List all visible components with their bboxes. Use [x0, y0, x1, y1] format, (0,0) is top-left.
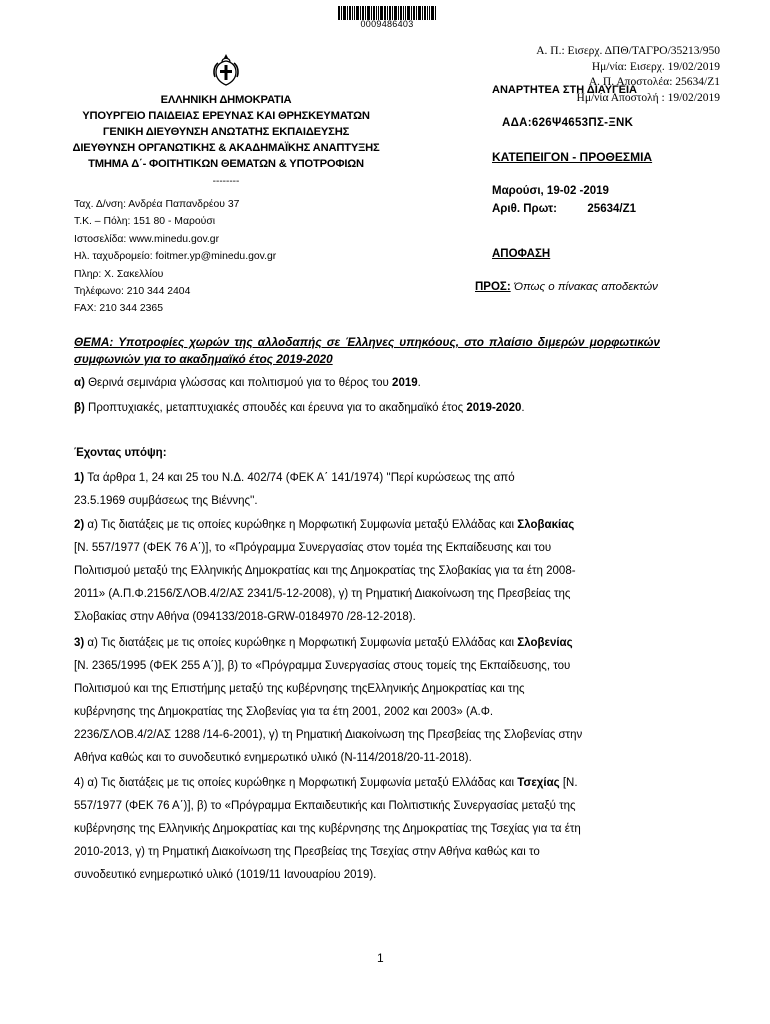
stamp-line: Α. Π.: Εισερχ. ΔΠΘ/ΤΑΓΡΟ/35213/950	[536, 45, 720, 57]
p4-text: 4) α) Τις διατάξεις με τις οποίες κυρώθηκε η Μορφωτική Συμφωνία μεταξύ Ελλάδας και	[74, 777, 518, 789]
item-b-year: 2019-2020	[466, 402, 522, 414]
p1-num: 1)	[74, 472, 85, 484]
p4-line: 557/1977 (ΦΕΚ 76 Α΄)], β) το «Πρόγραμμα Εκπαιδευτικής και Πολιτιστικής Συνεργασίας μεταξύ της	[74, 800, 576, 812]
item-a-year: 2019	[392, 377, 418, 389]
header-line: ΓΕΝΙΚΗ ΔΙΕΥΘΥΝΣΗ ΑΝΩΤΑΤΗΣ ΕΚΠΑΙΔΕΥΣΗΣ	[102, 126, 350, 138]
contact-address: Ταχ. Δ/νση: Ανδρέα Παπανδρέου 37	[74, 199, 240, 210]
contact-info-person: Πληρ: Χ. Σακελλίου	[74, 268, 164, 280]
p2-line: Πολιτισμού μεταξύ της Ελληνικής Δημοκρατίας και της Δημοκρατίας της Σλοβακίας για τα έτη 2008-	[74, 565, 576, 577]
p4-country: Τσεχίας	[517, 777, 560, 789]
publish-notice: ΑΝΑΡΤΗΤΕΑ ΣΤΗ ΔΙΑΥΓΕΙΑ	[492, 84, 637, 96]
item-a-text: Θερινά σεμινάρια γλώσσας και πολιτισμού για το θέρος του	[84, 377, 393, 389]
p3-line: κυβέρνησης της Δημοκρατίας της Σλοβενίας για τα έτη 2001, 2002 και 2003» (Α.Φ.	[74, 706, 494, 718]
p4-line: 2010-2013, γ) τη Ρηματική Διακοίνωση της Πρεσβείας της Τσεχίας στην Αθήνα καθώς και το	[74, 846, 540, 858]
p3-line: Πολιτισμού και της Επιστήμης μεταξύ της κυβέρνησης τηςΕλληνικής Δημοκρατίας και της	[74, 683, 525, 695]
item-a-label: α)	[74, 377, 85, 389]
p3-country: Σλοβενίας	[517, 637, 573, 649]
header-line: ΥΠΟΥΡΓΕΙΟ ΠΑΙΔΕΙΑΣ ΕΡΕΥΝΑΣ ΚΑΙ ΘΡΗΣΚΕΥΜΑΤΩΝ	[82, 110, 370, 122]
barcode	[338, 6, 436, 20]
p1-line	[74, 467, 664, 490]
item-b-label: β)	[74, 402, 85, 414]
p2-line	[74, 514, 664, 537]
stamp-line: Ημ/νία Αποστολή : 19/02/2019	[576, 91, 720, 104]
document-date: Μαρούσι, 19-02 -2019	[492, 185, 609, 197]
contact-email: Ηλ. ταχυδρομείο: foitmer.yp@minedu.gov.gr	[74, 251, 277, 263]
p4-text-end: [Ν.	[559, 777, 578, 789]
stamp-line: Ημ/νία: Εισερχ. 19/02/2019	[591, 60, 720, 73]
paragraph-3	[74, 632, 664, 770]
p3-line: [Ν. 2365/1995 (ΦΕΚ 255 Α΄)], β) το «Πρόγραμμα Συνεργασίας στους τομείς της Εκπαίδευσης, του	[74, 660, 571, 672]
contact-details	[74, 196, 276, 318]
paragraph-1	[74, 467, 664, 513]
paragraph-4	[74, 772, 664, 887]
p2-line: 2011» (Α.Π.Φ.2156/ΣΛΟΒ.4/2/ΑΣ 2341/5-12-2008), γ) τη Ρηματική Διακοίνωση της Πρεσβείας της	[74, 588, 571, 600]
p2-num: 2)	[74, 519, 85, 531]
p1-line: 23.5.1969 συμβάσεως της Βιέννης''.	[74, 495, 258, 507]
p4-line: συνοδευτικό ενημερωτικό υλικό (1019/11 Ιανουαρίου 2019).	[74, 869, 377, 881]
p3-text: α) Τις διατάξεις με τις οποίες κυρώθηκε η Μορφωτική Συμφωνία μεταξύ Ελλάδας και	[84, 637, 518, 649]
subject: ΘΕΜΑ: Υποτροφίες χωρών της αλλοδαπής σε Έλληνες υπηκόους, στο πλαίσιο διμερών μορφωτικών συμφωνιών για το ακαδημαϊκό έτος 2019-2020	[74, 335, 660, 366]
p2-line: [Ν. 557/1977 (ΦΕΚ 76 Α΄)], το «Πρόγραμμα Συνεργασίας στον τομέα της Εκπαίδευσης και του	[74, 542, 552, 554]
item-b-end: .	[521, 402, 525, 414]
barcode-number: 0009486403	[360, 19, 414, 29]
p2-text: α) Τις διατάξεις με τις οποίες κυρώθηκε η Μορφωτική Συμφωνία μεταξύ Ελλάδας και	[84, 519, 518, 531]
coat-of-arms-icon	[210, 52, 242, 86]
recipients-label: ΠΡΟΣ:	[475, 281, 511, 293]
item-b	[74, 397, 664, 420]
page-number: 1	[377, 951, 384, 965]
p3-line	[74, 632, 664, 655]
contact-website: Ιστοσελίδα: www.minedu.gov.gr	[74, 233, 220, 245]
contact-fax: FAX: 210 344 2365	[74, 303, 163, 315]
p1-text: Τα άρθρα 1, 24 και 25 του Ν.Δ. 402/74 (ΦΕΚ Α΄ 141/1974) ''Περί κυρώσεως της από	[84, 472, 515, 484]
item-b-text: Προπτυχιακές, μεταπτυχιακές σπουδές και έρευνα για το ακαδημαϊκό έτος	[84, 402, 467, 414]
item-a	[74, 372, 664, 395]
decision-heading: ΑΠΟΦΑΣΗ	[492, 248, 551, 260]
contact-phone: Τηλέφωνο: 210 344 2404	[74, 286, 191, 298]
date-protocol	[492, 182, 636, 218]
paragraph-2	[74, 514, 664, 629]
protocol-stamp	[470, 44, 720, 106]
header-line: ΔΙΕΥΘΥΝΣΗ ΟΡΓΑΝΩΤΙΚΗΣ & ΑΚΑΔΗΜΑΪΚΗΣ ΑΝΑΠΤΥΞΗΣ	[72, 142, 380, 154]
protocol-number	[492, 200, 636, 218]
p3-line: 2236/ΣΛΟΒ.4/2/ΑΣ 1288 /14-6-2001), γ) τη Ρηματική Διακοίνωση της Πρεσβείας της Σλοβενίας στην	[74, 729, 583, 741]
item-a-end: .	[417, 377, 421, 389]
contact-postcode: Τ.Κ. – Πόλη: 151 80 - Μαρούσι	[74, 216, 216, 228]
stamp-line: Α. Π. Αποστολέα: 25634/Ζ1	[588, 76, 720, 88]
considering-heading: Έχοντας υπόψη:	[74, 447, 167, 459]
p4-line: κυβέρνησης της Ελληνικής Δημοκρατίας και της κυβέρνησης της Δημοκρατίας της Τσεχίας για τα έτη	[74, 823, 581, 835]
protocol-label: Αριθ. Πρωτ:	[492, 203, 557, 215]
header-line: ΕΛΛΗΝΙΚΗ ΔΗΜΟΚΡΑΤΙΑ	[160, 94, 292, 106]
header-separator: --------	[212, 176, 240, 187]
urgent-label: ΚΑΤΕΠΕΙΓΟΝ - ΠΡΟΘΕΣΜΙΑ	[492, 150, 653, 164]
p4-line	[74, 772, 664, 795]
ministry-header	[60, 92, 392, 172]
p3-num: 3)	[74, 637, 85, 649]
protocol-value: 25634/Ζ1	[587, 203, 637, 215]
header-line: ΤΜΗΜΑ Δ΄- ΦΟΙΤΗΤΙΚΩΝ ΘΕΜΑΤΩΝ & ΥΠΟΤΡΟΦΙΩΝ	[88, 158, 364, 170]
p2-country: Σλοβακίας	[517, 519, 575, 531]
p3-line: Αθήνα καθώς και το συνοδευτικό ενημερωτικό υλικό (Ν-114/2018/20-11-2018).	[74, 752, 472, 764]
recipients	[475, 281, 658, 293]
p2-line: Σλοβακίας στην Αθήνα (094133/2018-GRW-0184970 /28-12-2018).	[74, 611, 416, 623]
ada-code: ΑΔΑ:626Ψ4653ΠΣ-ΞΝΚ	[502, 117, 634, 129]
recipients-text: Όπως ο πίνακας αποδεκτών	[510, 281, 658, 293]
